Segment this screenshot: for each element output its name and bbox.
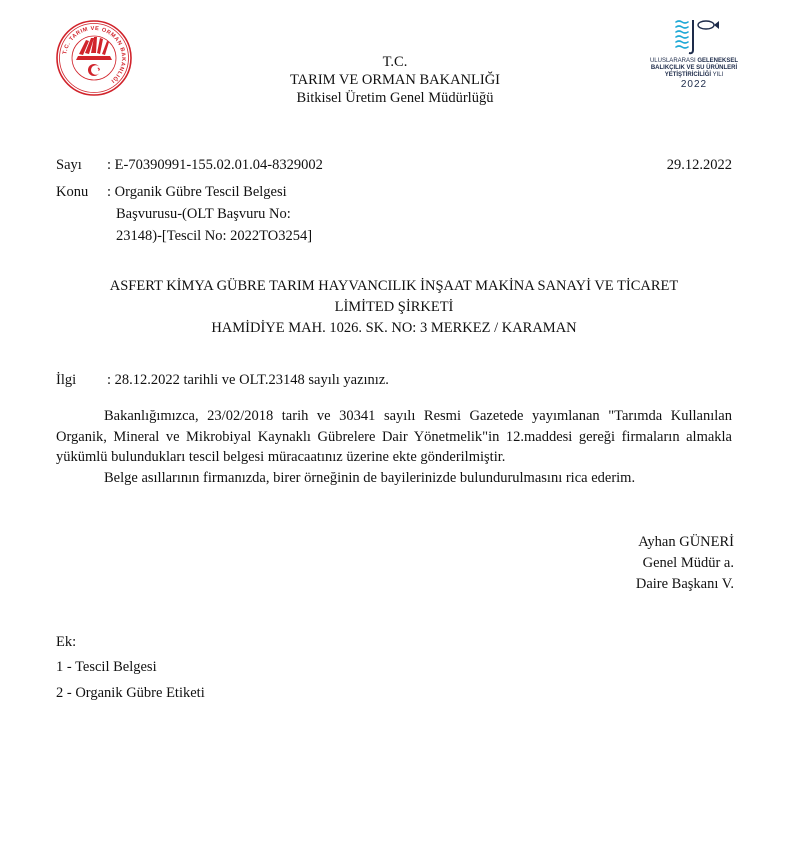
body-paragraph-1: Bakanlığımızca, 23/02/2018 tarih ve 30341 sayılı Resmi Gazetede yayımlanan "Tarımda Kullanılan Organik, Mineral ve Mikrobiyal Kaynaklı Gübrelere Dair Yönetmelik"in 12.maddesi gereği firmaların almakla yükümlü bulundukları tescil belgesi müracaatınız üzerine ekte gönderilmiştir. [56,408,732,465]
logo-text-yili: YILI [711,72,724,78]
signature-name: Ayhan GÜNERİ [638,534,734,550]
konu-line-2: Başvurusu-(OLT Başvuru No: [116,206,291,222]
header-ministry: TARIM VE ORMAN BAKANLIĞI [289,72,501,88]
fisheries-year-logo [646,16,742,102]
signature-title-1: Genel Müdür a. [642,555,734,571]
logo-text-yetistiriciligi: YETİŞTİRİCİLİĞİ [664,72,712,78]
attachment-item-1: 1 - Tescil Belgesi [56,659,157,675]
signature-title-2: Daire Başkanı V. [635,576,734,592]
recipient-company-line1: ASFERT KİMYA GÜBRE TARIM HAYVANCILIK İNŞAAT MAKİNA SANAYİ VE TİCARET [109,278,679,294]
sayi-label: Sayı [56,157,82,173]
sayi-value: : E-70390991-155.02.01.04-8329002 [107,157,323,173]
konu-label: Konu [56,184,89,200]
logo-year: 2022 [680,79,708,90]
attachment-item-2: 2 - Organik Gübre Etiketi [56,685,205,701]
document-date: 29.12.2022 [666,157,732,173]
fish-wave-icon [646,16,742,58]
logo-text-uluslararasi: ULUSLARARASI [649,58,698,64]
logo-text-line2: BALIKÇILIK VE SU ÜRÜNLERİ [650,65,738,71]
ilgi-value: : 28.12.2022 tarihli ve OLT.23148 sayılı yazınız. [107,372,389,388]
body-paragraph-2: Belge asıllarının firmanızda, birer örneğinin de bayilerinizde bulundurulmasını rica ederim. [104,470,636,486]
recipient-address: HAMİDİYE MAH. 1026. SK. NO: 3 MERKEZ / KARAMAN [211,320,577,336]
ilgi-label: İlgi [56,372,77,388]
logo-text-geleneksel: GELENEKSEL [697,58,739,64]
header-tc: T.C. [382,54,408,70]
recipient-company-line2: LİMİTED ŞİRKETİ [334,299,454,315]
konu-line-1: : Organik Gübre Tescil Belgesi [107,184,287,200]
konu-line-3: 23148)-[Tescil No: 2022TO3254] [116,228,313,244]
attachments-label: Ek: [56,634,77,650]
emblem-ring-text: T.C. TARIM VE ORMAN BAKANLIĞI [62,25,127,84]
header-directorate: Bitkisel Üretim Genel Müdürlüğü [296,90,494,106]
